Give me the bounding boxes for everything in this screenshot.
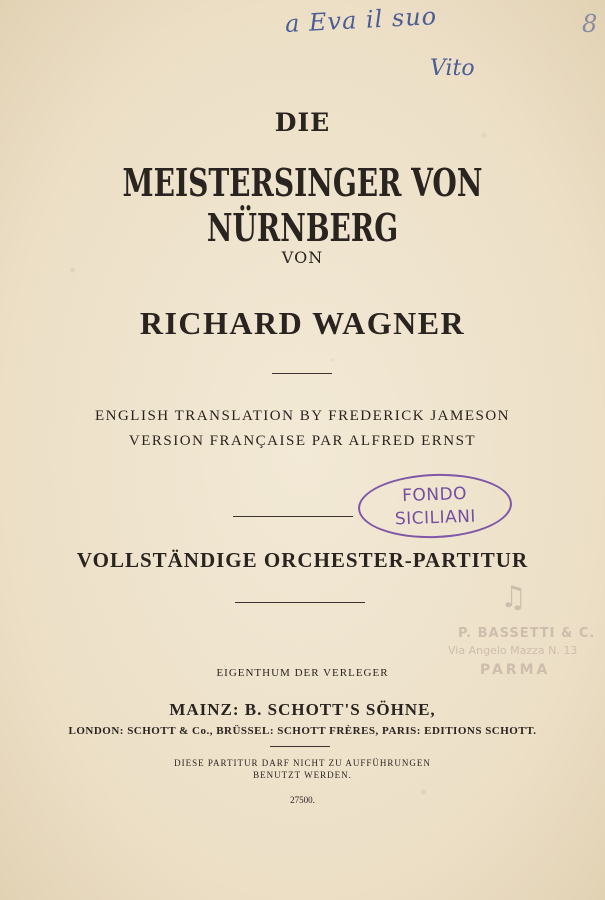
score-type: VOLLSTÄNDIGE ORCHESTER-PARTITUR	[76, 548, 529, 572]
ownership-notice: EIGENTHUM DER VERLEGER	[216, 667, 389, 679]
french-translation-credit: VERSION FRANÇAISE PAR ALFRED ERNST	[128, 433, 477, 449]
performance-notice-line1: DIESE PARTITUR DARF NICHT ZU AUFFÜHRUNGEN	[174, 758, 431, 768]
work-title: MEISTERSINGER VON NÜRNBERG	[122, 160, 483, 250]
divider-rule	[270, 746, 330, 747]
dealer-stamp-name: P. BASSETTI & C.	[458, 626, 596, 641]
title-article: DIE	[274, 108, 331, 137]
english-translation-credit: ENGLISH TRANSLATION BY FREDERICK JAMESON	[94, 408, 511, 424]
publisher-branches: LONDON: SCHOTT & Co., BRÜSSEL: SCHOTT FRÈRES, PARIS: EDITIONS SCHOTT.	[68, 725, 537, 737]
divider-rule	[272, 373, 332, 374]
divider-rule	[235, 602, 365, 603]
publisher-name: MAINZ: B. SCHOTT'S SÖHNE,	[169, 700, 436, 719]
fondo-siciliani-stamp	[357, 471, 513, 540]
dealer-stamp-city: PARMA	[480, 662, 551, 678]
composer-name: RICHARD WAGNER	[139, 305, 466, 341]
plate-number: 27500.	[290, 795, 315, 805]
lyre-icon: ♫	[500, 580, 527, 615]
performance-notice-line2: BENUTZT WERDEN.	[253, 770, 352, 780]
handwritten-page-number: 8	[582, 10, 598, 38]
handwritten-signature: Vito	[430, 56, 475, 81]
by-line: VON	[281, 248, 324, 267]
stamp-line: SICILIANI	[394, 506, 477, 530]
dealer-stamp-address: Via Angelo Mazza N. 13	[448, 644, 578, 657]
divider-rule	[233, 516, 353, 517]
handwritten-dedication: a Eva il suo	[284, 2, 438, 38]
stamp-line: FONDO	[401, 483, 468, 507]
